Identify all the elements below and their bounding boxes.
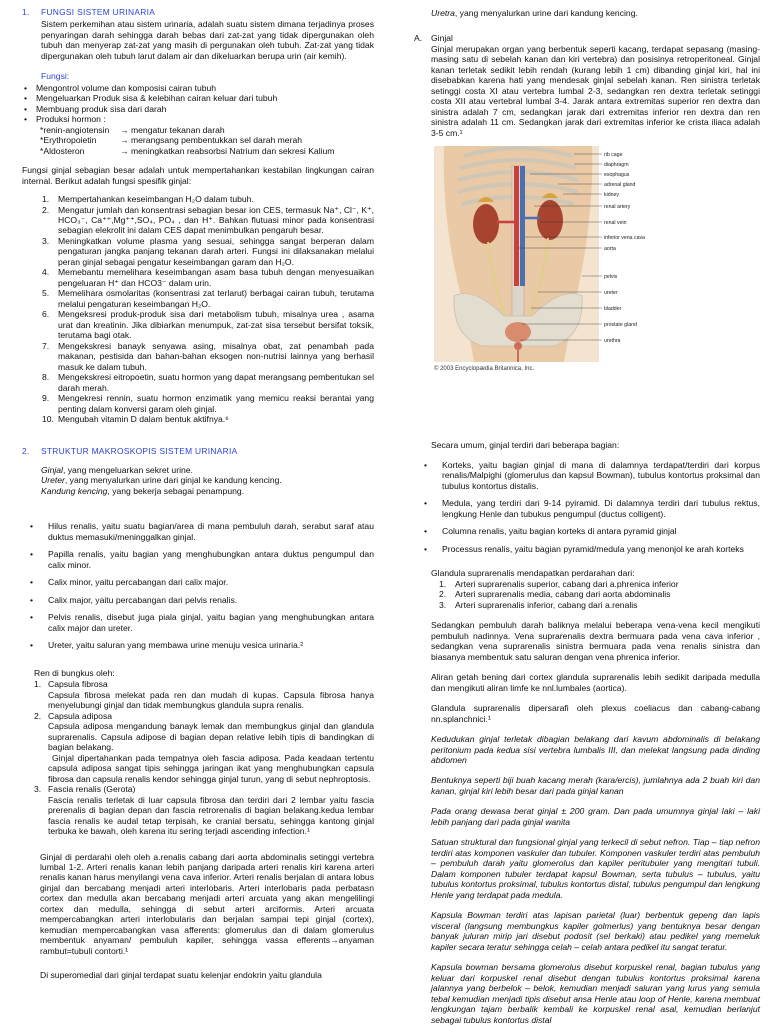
- item-number: 1.: [439, 578, 447, 589]
- fig-label-inferior-vena-cava: inferior vena cava: [604, 235, 645, 242]
- spesifik-item: [22, 194, 374, 204]
- spesifik-item: [22, 372, 374, 393]
- fungsi-list: [22, 83, 374, 125]
- ginjal-heading: A. Ginjal: [414, 33, 453, 44]
- hormon-name: *renin-angiotensin: [40, 124, 110, 135]
- item-number: 3.: [42, 235, 50, 246]
- paragraph-vena: Sedangkan pembuluh darah baliknya melalui beberapa vena-vena kecil mengikuti pembuluh nadinnya. Vena suprarenalis dextra bermuara pada vena cava inferior , sedangkan vena suprarenalis sinistra bermuara pada vena renalis sinistra dan biasanya membentuk satu saluran dengan vena phrenica inferior.: [431, 620, 760, 662]
- fungsi-item: • Membuang produk sisa dari darah: [22, 104, 374, 114]
- bungkus-item: [22, 784, 374, 836]
- item-number: 2.: [42, 204, 50, 215]
- hormon-list: [22, 125, 374, 156]
- item-text: Arteri suprarenalis inferior, cabang dari a.renalis: [455, 599, 638, 610]
- bagian-list: [402, 460, 760, 554]
- struktur-item: • Hilus renalis, yaitu suatu bagian/area di mana pembuluh darah, serabut saraf atau duktus memasuki/meninggalkan ginjal.: [22, 521, 374, 542]
- item-text: Mengubah vitamin D dalam bentuk aktifnya.⁶: [58, 414, 229, 425]
- bungkus-title: Fascia renalis (Gerota): [48, 784, 136, 795]
- last-line: Di superomedial dari ginjal terdapat suatu kelenjar endokrin yaitu glandula: [40, 970, 322, 981]
- fungsi-item: • Mengontrol volume dan komposisi cairan tubuh: [22, 83, 374, 93]
- prostate-icon: [514, 342, 522, 350]
- bagian-item: • Korteks, yaitu bagian ginjal di mana di dalamnya terdapat/terdiri dari korpus renalis/Malpighi (glomerulus dan kapsul Bowman), tubulus kontortus proksimal dan tubulus kontortus distalis.: [416, 460, 760, 491]
- fungsi-item: • Mengeluarkan Produk sisa & kelebihan cairan keluar dari tubuh: [22, 93, 374, 103]
- uretra-line: Uretra, yang menyalurkan urine dari kandung kencing.: [431, 8, 638, 18]
- bungkus-item: [22, 711, 374, 784]
- arrow-icon: →: [120, 145, 131, 156]
- figure-labels: [604, 152, 645, 344]
- fig-label-prostate-gland: prostate gland: [604, 322, 637, 329]
- item-number: 9.: [42, 393, 50, 404]
- urinary-system-illustration: [434, 146, 734, 366]
- glandula-item: [419, 589, 760, 599]
- fig-label-bladder: bladder: [604, 306, 622, 313]
- spesifik-item: [22, 309, 374, 340]
- hormon-item: [40, 125, 374, 135]
- fig-label-rib-cage: rib cage: [604, 152, 623, 159]
- bagian-item: • Processus renalis, yaitu bagian pyramid/medula yang menonjol ke arah korteks: [416, 544, 760, 554]
- item-text: Arteri suprarenalis media, cabang dari aorta abdominalis: [455, 589, 671, 600]
- figure-caption: © 2003 Encyclopædia Britannica, Inc.: [434, 366, 535, 373]
- spesifik-item: [22, 205, 374, 236]
- bungkus-intro: Ren di bungkus oleh:: [34, 667, 115, 678]
- fungsi-item: • Produksi hormon :: [22, 114, 374, 124]
- bungkus-item: [22, 679, 374, 710]
- item-number: 10.: [42, 414, 54, 425]
- bagian-item: • Columna renalis, yaitu bagian korteks di antara pyramid ginjal: [416, 526, 760, 536]
- item-number: 1.: [42, 194, 50, 205]
- item-number: 2.: [439, 589, 447, 600]
- spesifik-item: [22, 267, 374, 288]
- right-column: [402, 0, 760, 1025]
- struktur-item: • Pelvis renalis, disebut juga piala ginjal, yaitu bagian yang menghubungkan antara calix major dan ureter.: [22, 612, 374, 633]
- paragraph-nefron: Satuan struktural dan fungsional ginjal yang terkecil di sebut nefron. Tiap – tiap nefron terdiri atas komponen vaskuler dan tubuler. Komponen vaskuler terdiri atas pembuluh – pembuluh darah yaitu glomerolus dan kapiler peritubuler yang mengitari tubuli. Dalam komponen tubuler terdapat kapsul Bowman, serta tubulus – tubulus, yaitu tubulus kontortus proksimal, tubulus kontortus distal, tubulus pengumpul dan lengkung Henle yang terdapat pada medula.: [431, 837, 760, 900]
- struktur-item: • Calix minor, yaitu percabangan dari calix major.: [22, 577, 374, 587]
- fig-label-renal-artery: renal artery: [604, 204, 631, 211]
- bladder-icon: [505, 322, 531, 342]
- paragraph-persarafan: Glandula suprarenalis dipersarafi oleh plexus coeliacus dan cabang-cabang nn.splanchnici.¹: [431, 703, 760, 724]
- fungsi-intro-2: Fungsi ginjal sebagian besar adalah untuk mempertahankan kestabilan lingkungan cairan internal. Berikut adalah fungsi spesifik ginjal:: [22, 165, 374, 186]
- paragraph-kapsula-bowman: Kapsula Bowman terdiri atas lapisan parietal (luar) berbentuk gepeng dan lapis visceral (langsung membungkus kapiler golmerlus) yang bentuknya besar dengan banyak juluran mirip jari disebut podosit (sel berkaki) atau pedikel yang memeluk kapiler secara teratur sehingga celah – celah antara pedikel itu sangat teratur.: [431, 910, 760, 952]
- fig-label-renal-vein: renal vein: [604, 220, 627, 227]
- fig-label-adrenal-gland: adrenal gland: [604, 182, 636, 189]
- spesifik-item: [22, 236, 374, 267]
- glandula-intro: Glandula suprarenalis mendapatkan perdarahan dari:: [431, 568, 635, 579]
- fig-label-pelvis: pelvis: [604, 274, 618, 281]
- struktur-item: • Calix major, yaitu percabangan dari pelvis renalis.: [22, 595, 374, 605]
- item-text: Mengekskresi banayk senyawa asing, misalnya obat, zat penambah pada makanan, pestisida dan bahan-bahan eksogen non-nutrisi lainnya yang berhasil masuk ke dalam tubuh.: [58, 340, 374, 372]
- section-1-intro: Sistem perkemihan atau sistem urinaria, adalah suatu sistem dimana terjadinya proses penyaringan darah sehingga darah bebas dari zat-zat yang tidak dipergunakan oleh tubuh dan menyerap zat-zat yang masih di pergunakan oleh tubuh. Zat-zat yang tidak dipergunakan oleh tubuh larut dalam air dan dikeluarkan berupa urin (air kemih).: [41, 19, 374, 61]
- item-number: 8.: [42, 372, 50, 383]
- paragraph-kedudukan: Kedudukan ginjal terletak dibagian belakang dari kavum abdominalis di belakang peritonium pada kedua sisi vertebra lumbalis III, dan melekat langsung pada dinding abdomen: [431, 734, 760, 765]
- item-number: 4.: [42, 267, 50, 278]
- fig-label-kidney: kidney: [604, 192, 619, 199]
- hormon-name: *Erythropoietin: [40, 135, 97, 146]
- glandula-item: [419, 579, 760, 589]
- bagian-item: • Medula, yang terdiri dari 9-14 pyiramid. Di dalamnya terdiri dari tubulus rektus, lengkung Henle dan tubukus pengumpul (ductus colligent).: [416, 498, 760, 519]
- item-number: 5.: [42, 288, 50, 299]
- struktur-item: • Ureter, yaitu saluran yang membawa urine menuju vesica urinaria.²: [22, 640, 374, 650]
- hormon-item: [40, 135, 374, 145]
- hormon-function: mengatur tekanan darah: [130, 124, 225, 135]
- item-text: Meningkatkan volume plasma yang sesuai, sehingga sangat berperan dalam pengaturan jangka panjang tekanan darah arteri. Fungsi ini dilaksanakan melalui peran ginjal sebagai pengatur keseimbangan garam dan H₂O.: [58, 235, 374, 267]
- section-2-heading: 2. STRUKTUR MAKROSKOPIS SISTEM URINARIA: [22, 445, 238, 456]
- arrow-icon: →: [120, 135, 131, 146]
- hormon-function: merangsang pembentukkan sel darah merah: [130, 135, 303, 146]
- urinary-figure: [402, 138, 760, 420]
- fig-label-diaphragm: diaphragm: [604, 162, 629, 169]
- bungkus-list: [22, 679, 374, 836]
- fig-label-urethra: urethra: [604, 338, 621, 345]
- spesifik-item: [22, 393, 374, 414]
- bungkus-title: Capsula adiposa: [48, 710, 113, 721]
- struktur-item: • Papilla renalis, yaitu bagian yang menghubungkan antara duktus pengumpul dan calix minor.: [22, 549, 374, 570]
- paragraph-korpuskel: Kapsula bowman bersama glomerolus disebut korpuskel renal, bagian tubulus yang keluar dari korpuskel renal disebut dengan tubulus kontortus proksimal karena jalannya yang berbelok – belok, kemudian menjadi saluran yang lurus yang semula tebal kemudian menjadi tipis disebut ansa Henle atau loop of Henle, karena membuat lengkungan tajam berbalik kembali ke korpuskel renal asal, kemudian berlanjut sebagai tubulus kontortus distal: [431, 962, 760, 1025]
- paragraph-bentuk: Bentuknya seperti biji buah kacang merah (kara/ercis), jumlahnya ada 2 buah kiri dan kanan, ginjal kiri lebih besar dari pada ginjal kanan: [431, 775, 760, 796]
- glandula-list: [402, 579, 760, 610]
- perdarahan-paragraph: Ginjal di perdarahi oleh oleh a.renalis cabang dari aorta abdominalis setinggi vertebra lumbal 1-2. Arteri renalis kanan lebih panjang daripada arteri renalis kiri karena arteri renalis kanan harus menyilangi vena cava inferior. Arteri renalis berjalan di antara lobus ginjal dan bercabang menjadi arteri interlobaris. Arteri interlobaris pada perbatasn cortex dan medulla akan bercabang menjadi arteri arcuata yang akan mengelilingi cortex dan medulla, sehingga di sebut arteri arciformis. Arteri arcuata mempercabangkan arteri interlobularis dan berjalan sampai tepi ginjal (cortex), kemudian mempercabangkan vasa afferents: glomerulus dan di dalam glomerulus membentuk anyaman/ pembuluh kapiler, sehingga vassa efferents→anyaman rambut=tubuli contorti.¹: [40, 851, 374, 956]
- item-text: Mempertahankan keseimbangan H₂O dalam tubuh.: [58, 194, 254, 205]
- fig-label-esophagus: esophagus: [604, 172, 630, 179]
- spesifik-item: [22, 341, 374, 372]
- bagian-intro: Secara umum, ginjal terdiri dari beberapa bagian:: [431, 440, 620, 451]
- vena-cava-icon: [520, 166, 525, 286]
- item-number: 3.: [439, 599, 447, 610]
- arrow-icon: →: [120, 124, 131, 135]
- item-text: Mengatur jumlah dan konsentrasi sebagian besar ion CES, termasuk Na⁺, Cl⁻, K⁺, HCO₃⁻, Ca⁺⁺,Mg⁺⁺,SO₄, PO₄ , dan H⁺. Bahkan flutuasi minor pada konsentrasi sebagian elekrolit ini dalam CES dapat menimbulkan pengaruh besar.: [58, 204, 374, 236]
- paragraph-berat: Pada orang dewasa berat ginjal ± 200 gram. Dan pada umumnya ginjal laki – laki lebih panjang dari pada ginjal wanita: [431, 806, 760, 827]
- glandula-item: [419, 600, 760, 610]
- item-number: 1.: [34, 679, 42, 690]
- section-1-heading: 1. FUNGSI SISTEM URINARIA: [22, 7, 156, 17]
- left-column: [22, 0, 374, 981]
- item-number: 6.: [42, 309, 50, 320]
- spesifik-list: [22, 194, 374, 425]
- struktur-list: [22, 521, 374, 650]
- fig-label-ureter: ureter: [604, 290, 618, 297]
- ginjal-paragraph: Ginjal merupakan organ yang berbentuk seperti kacang, terdapat sepasang (masing-masing satu di sebelah kanan dan kiri vertebra) dan posisinya retroperitoneal. Ginjal kanan terletak sedikit lebih rendah (kurang lebih 1 cm) dibanding ginjal kiri, hal ini disebabkan karena hati yang mendesak ginjal sebelah kanan. Ren sinistra terletak setinggi costa XI atau vertebra lumbal 2-3, sedangkan ren dextra terletak setinggi costa XII atau vertebral lumbal 3-4. Jarak antara extremitas superior ren dextra dan sinistra adalah 7 cm, sedangkan jarak dari extremitas inferior ren dextra dan ren sinistra adalah 11 cm. Sedangkan jarak dari extremitas inferior ke crista iliaca adalah 3-5 cm.¹: [431, 43, 760, 138]
- bungkus-text: Capsula adiposa mengandung banayk lemak dan membungkus ginjal dan glandula suprarenalis. Capsula adipose di bagian depan relative lebih tipis di bandingkan di bagian belakang.: [48, 721, 374, 753]
- item-text: Memebantu memelihara keseimbangan asam basa tubuh dengan menyesuaikan pengeluaran H⁺ dan HCO3⁻ dalam urin.: [58, 267, 374, 288]
- item-text: Mengeksresi produk-produk sisa dari metabolism tubuh, misalnya urea , asama urat dan kreatinin. Jika dibiarkan menumpuk, zat-zat sisa tersebut bersifat toksik, terutama bagi otak.: [58, 309, 374, 341]
- item-text: Memelihara osmolaritas (konsentrasi zat terlarut) berbagai cairan tubuh, terutama melalui pengaturan keseimbangan H₂O.: [58, 288, 374, 309]
- item-number: 2.: [34, 710, 42, 721]
- fungsi-label: Fungsi:: [41, 71, 70, 82]
- bungkus-text: Capsula fibrosa melekat pada ren dan mudah di kupas. Capsula fibrosa hanya menyelubungi ginjal dan tidak membungkus glandula supra renalis.: [48, 689, 374, 711]
- item-text: Mengekresi rennin, suatu hormon enzimatik yang memicu reaksi berantai yang penting dalam konversi garam oleh ginjal.: [58, 393, 374, 414]
- item-number: 7.: [42, 340, 50, 351]
- section-2-intro: Ginjal, yang mengeluarkan sekret urine. Ureter, yang menyalurkan urine dari ginjal ke kandung kencing. Kandung kencing, yang bekerja sebagai penampung.: [41, 464, 282, 496]
- item-text: Arteri suprarenalis superior, cabang dari a.phrenica inferior: [455, 578, 679, 589]
- paragraph-getah-bening: Aliran getah bening dari cortex glandula suprarenalis lebih sedikit daripada medulla dan mengikuti aliran limfe ke nnl.lumbales (aortica).: [431, 672, 760, 693]
- kidney-left-icon: [473, 204, 499, 244]
- aorta-icon: [514, 166, 519, 286]
- spesifik-item: [22, 414, 374, 424]
- hormon-name: *Aldosteron: [40, 145, 85, 156]
- fig-label-aorta: aorta: [604, 246, 616, 253]
- bungkus-title: Capsula fibrosa: [48, 679, 108, 690]
- spesifik-item: [22, 288, 374, 309]
- item-text: Mengekskresi eitropoetin, suatu hormon yang dapat merangsang pembentukan sel darah merah.: [58, 372, 374, 393]
- hormon-function: meningkatkan reabsorbsi Natrium dan sekresi Kalium: [130, 145, 335, 156]
- hormon-item: [40, 146, 374, 156]
- bungkus-text-2: Ginjal dipertahankan pada tempatnya oleh fascia adiposa. Pada keadaan tertentu capsula adiposa sangat tipis sehingga jaringan ikat yang menghubungkan capsula fibrosa dan capsula renalis kendor sehingga ginjal turun, yang di sebut nephroptosis.: [48, 752, 374, 784]
- item-number: 3.: [34, 784, 42, 795]
- bungkus-text: Fascia renalis terletak di luar capsula fibrosa dan terdiri dari 2 lembar yaitu fascia prerenalis di bagian depan dan fascia retrorenalis di bagian belakang.kedua lembar fascia renalis ke audal tetap terpisah, ke cranial bersatu, sehingga kantong ginjal terbuka ke bawah, oleh karena itu sering terjadi ascending infection.¹: [48, 794, 374, 837]
